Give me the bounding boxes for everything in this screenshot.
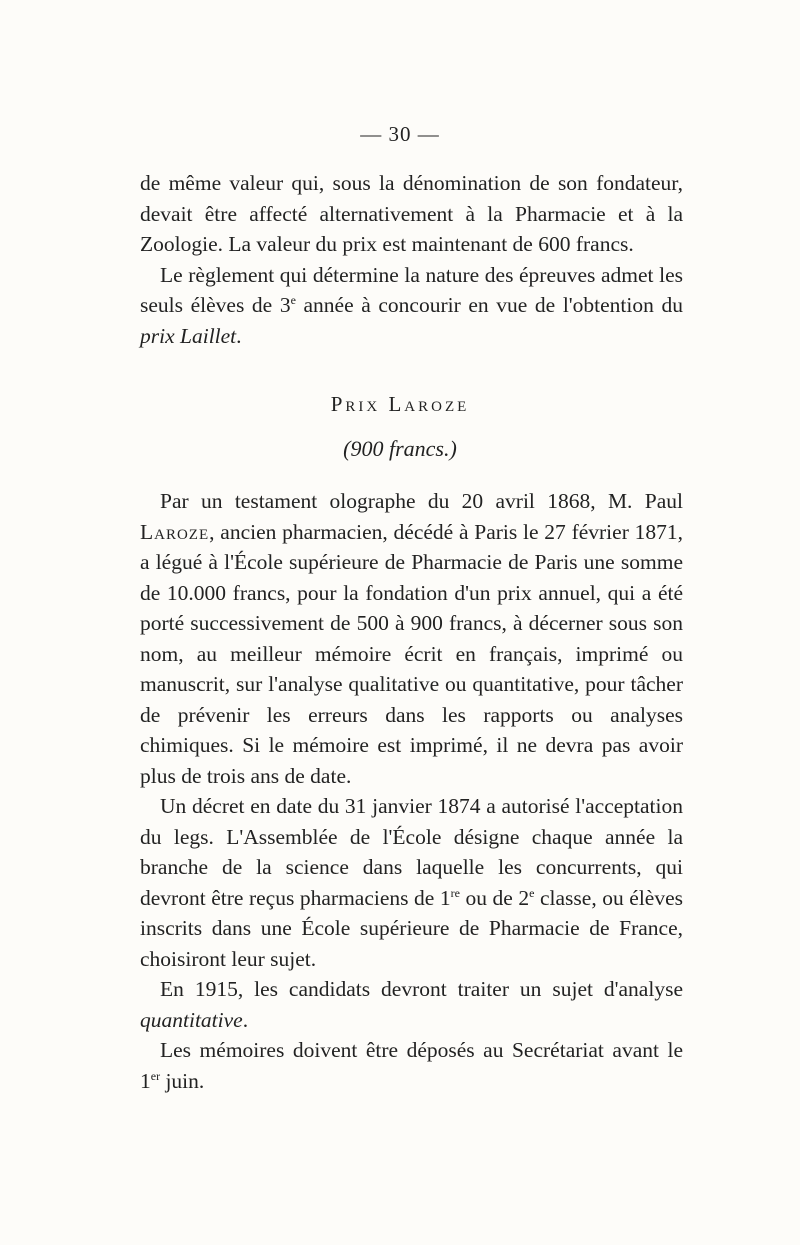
- paragraph: [140, 486, 683, 791]
- page-number: — 30 —: [360, 122, 440, 146]
- paragraph-text: classe, ou élèves inscrits dans une École supérieure de Pharmacie de France, choisiront leur sujet.: [140, 885, 683, 971]
- paragraph-text: juin.: [160, 1068, 205, 1093]
- superscript: re: [450, 885, 460, 900]
- paragraph-text: Par un testament olographe du 20 avril 1868, M. Paul: [160, 489, 683, 513]
- superscript: er: [150, 1068, 161, 1083]
- paragraph-text: Un décret en date du 31 janvier 1874 a autorisé l'acceptation du legs. L'Assemblée de l'École désigne chaque année la branche de la science dans laquelle les concurrents, qui devront être reçus pharmaciens de 1: [140, 794, 683, 910]
- person-name: Laroze: [140, 519, 210, 544]
- paragraph-text: année à concourir en vue de l'obtention du: [295, 293, 683, 317]
- paragraph: [140, 168, 683, 260]
- section-heading: Prix Laroze: [330, 392, 470, 416]
- paragraph-text: , ancien pharmacien, décédé à Paris le 27 février 1871, a légué à l'École supérieure de Pharmacie de Paris une somme de 10.000 francs, pour la fondation d'un prix annuel, qui a été porté successivement de 500 à 900 francs, à décerner sous son nom, au meilleur mémoire écrit en français, imprimé ou manuscrit, sur l'analyse qualitative ou quantitative, pour tâcher de prévenir les erreurs dans les rapports ou analyses chimiques. Si le mémoire est imprimé, il ne devra pas avoir plus de trois ans de date.: [140, 519, 683, 788]
- paragraph: [140, 1035, 683, 1096]
- paragraph-text: ou de 2: [459, 885, 530, 910]
- paragraph-text: de même valeur qui, sous la dénomination de son fondateur, devait être affecté alternativement à la Pharmacie et à la Zoologie. La valeur du prix est maintenant de 600 francs.: [140, 171, 683, 256]
- italic-term: prix Laillet: [140, 323, 237, 348]
- paragraph-text: Les mémoires doivent être déposés au Secrétariat avant le 1: [140, 1038, 683, 1093]
- paragraph: [140, 260, 683, 352]
- paragraph-text: En 1915, les candidats devront traiter un sujet d'analyse: [160, 977, 683, 1001]
- intro-text-block: [140, 168, 683, 351]
- paragraph: [140, 791, 683, 974]
- paragraph: [140, 974, 683, 1035]
- paragraph-text: .: [242, 1007, 249, 1032]
- superscript: e: [290, 292, 296, 307]
- section-subheading: (900 francs.): [343, 436, 457, 461]
- italic-term: quantitative: [140, 1007, 243, 1032]
- paragraph-text: .: [236, 323, 242, 348]
- paragraph-text: Le règlement qui détermine la nature des épreuves admet les seuls élèves de 3: [140, 262, 683, 317]
- section-text-block: [140, 486, 683, 1096]
- superscript: e: [529, 885, 535, 900]
